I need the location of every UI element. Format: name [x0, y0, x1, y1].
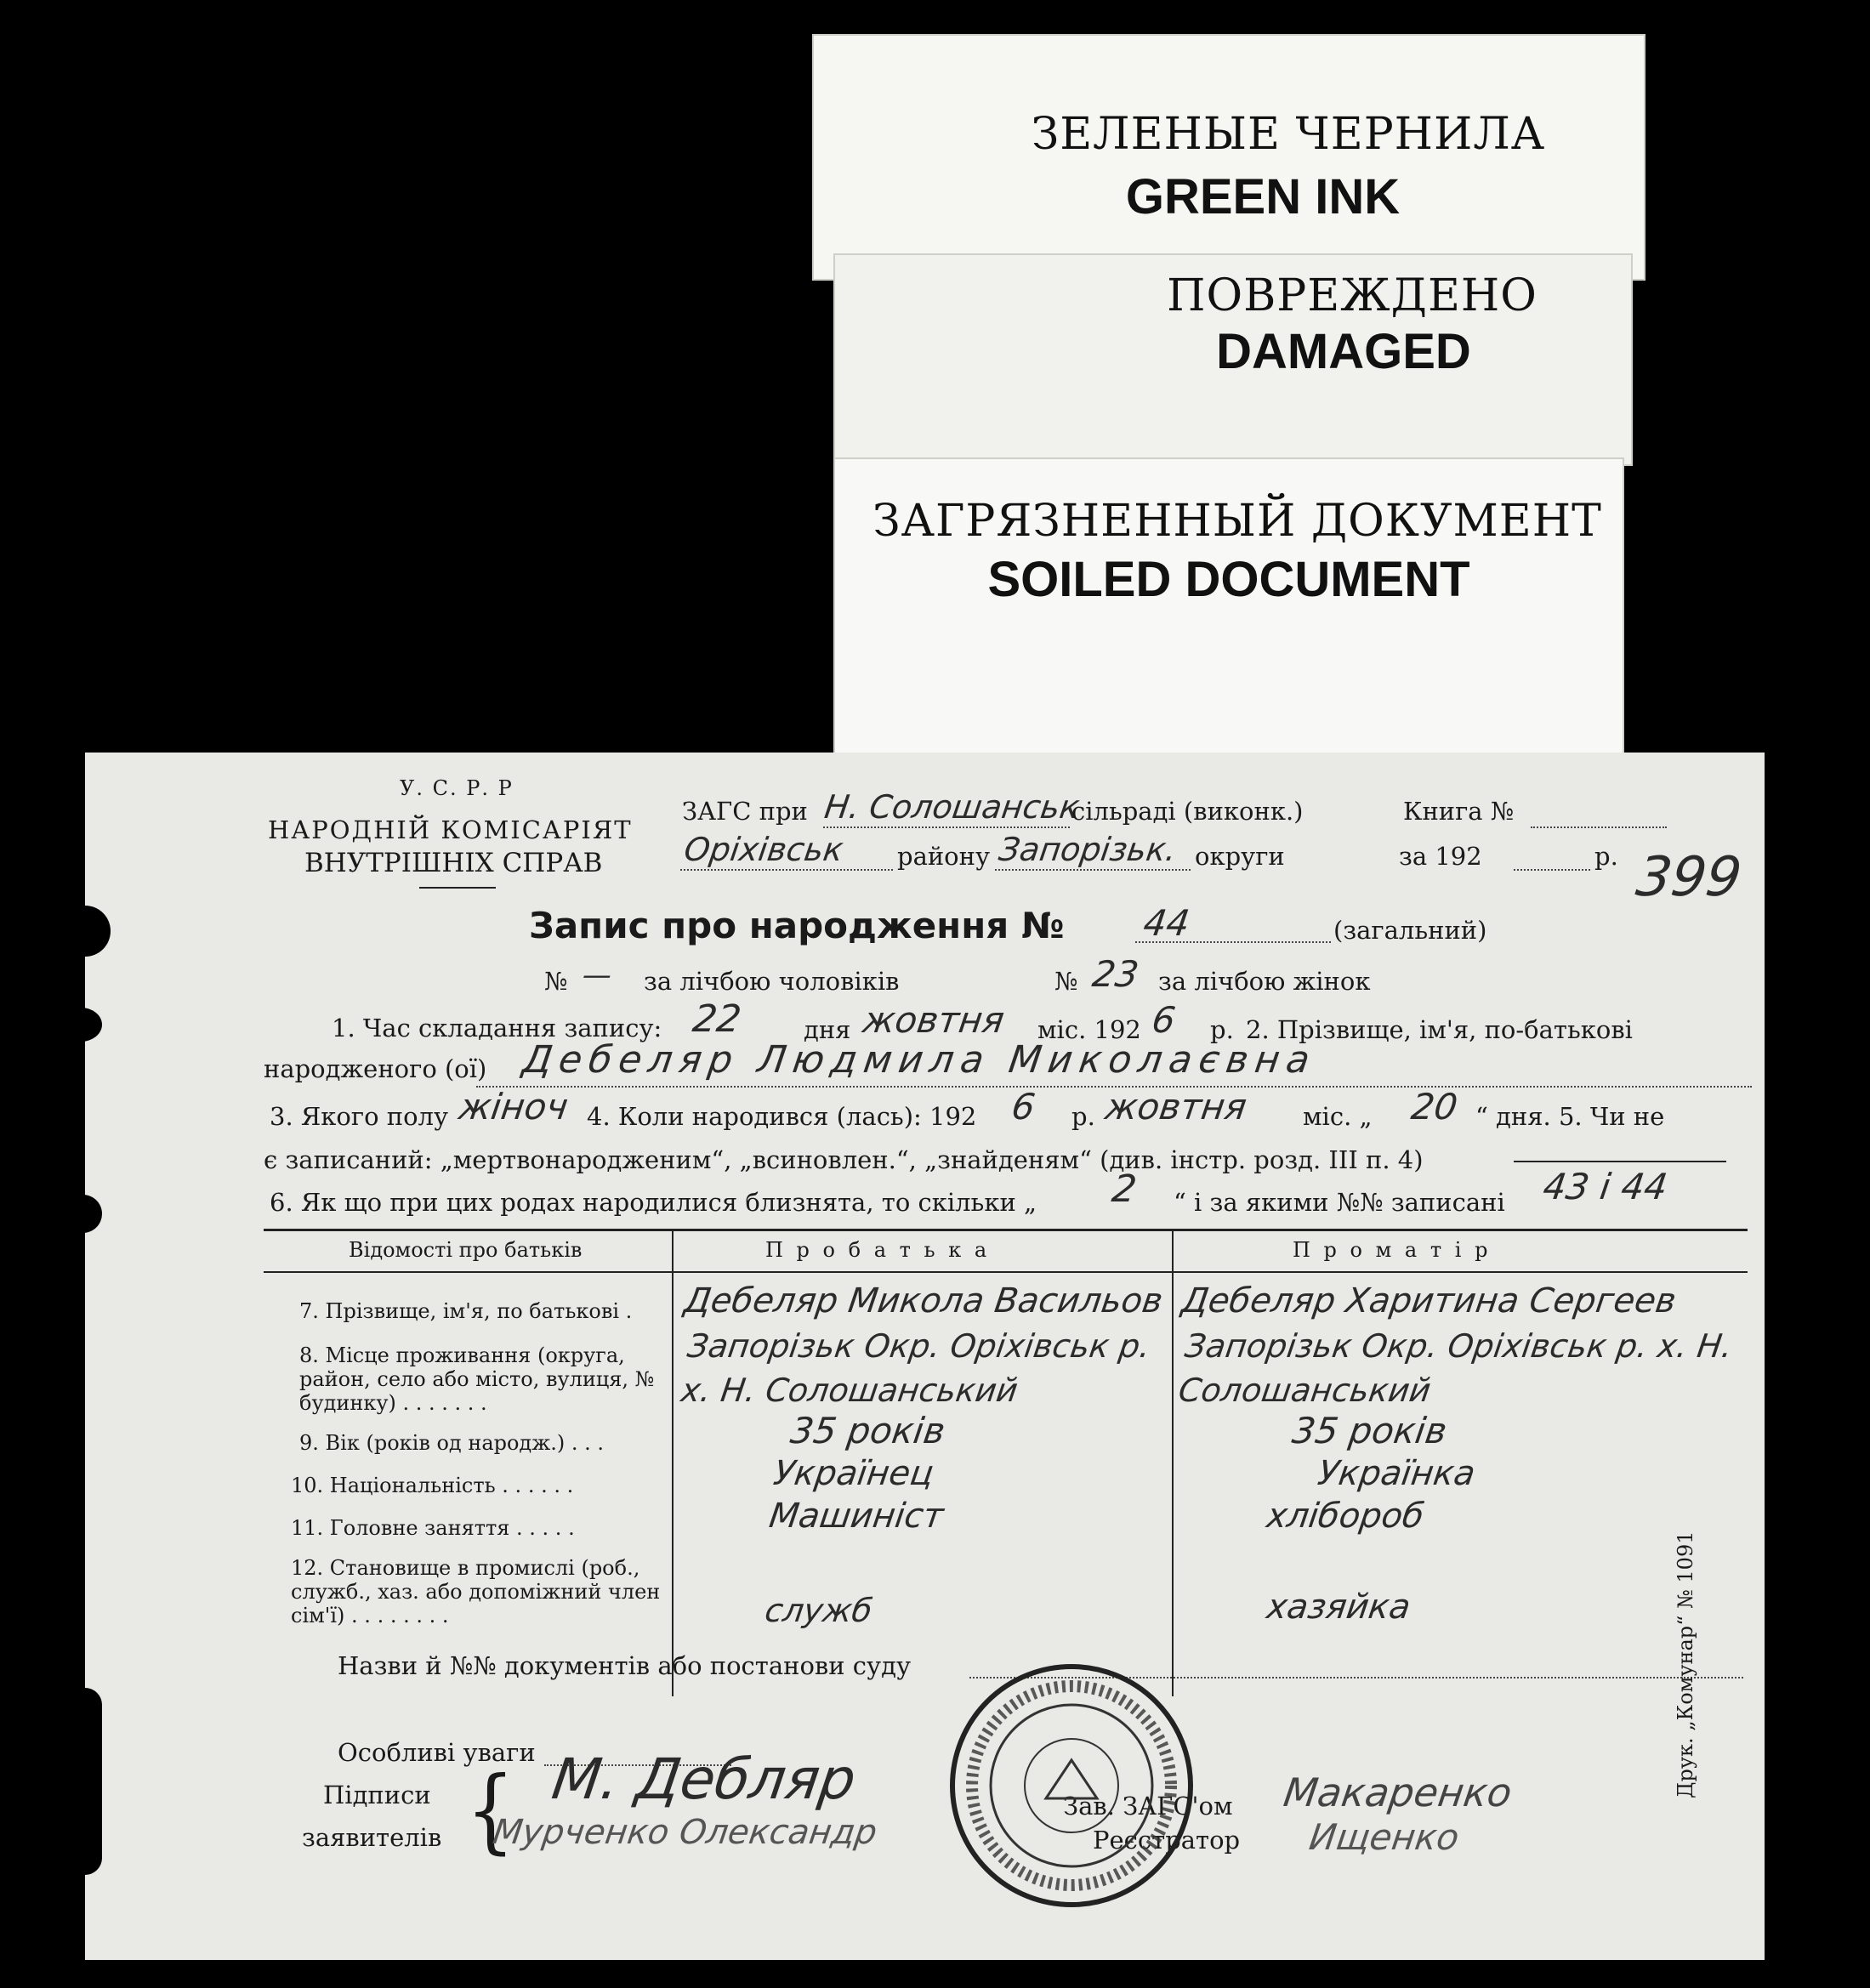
field-2-label: 2. Прізвище, ім'я, по-батькові [1246, 1015, 1633, 1044]
underline [1514, 869, 1590, 871]
women-label: за лічбою жінок [1158, 967, 1371, 996]
field-1-mis: міс. 192 [1037, 1015, 1141, 1044]
table-top-rule [264, 1229, 1748, 1231]
field-1-month: жовтня [860, 999, 1007, 1041]
divider [419, 887, 496, 889]
twins-numbers: 43 і 44 [1540, 1166, 1670, 1207]
row-label: 12. Становище в промислі (роб., служб., хаз. або допоміжний член сім'ї) . . . . . . . . [291, 1556, 661, 1627]
label-en: DAMAGED [1216, 324, 1471, 379]
signatures-label: Підписи [323, 1781, 431, 1809]
men-no-prefix: № [544, 967, 568, 996]
birth-year: 6 [1009, 1086, 1038, 1127]
col-header: Відомості про батьків [349, 1238, 583, 1262]
mother-nationality: Українка [1315, 1454, 1478, 1493]
field-4-r: р. [1071, 1102, 1095, 1131]
book-label: Книга № [1403, 797, 1515, 826]
field-1-r: р. [1210, 1015, 1234, 1044]
okruha-handwritten: Запорізьк. [996, 831, 1179, 868]
registrar-label: Реєстратор [1093, 1826, 1241, 1855]
zags-label: ЗАГС при [682, 797, 808, 826]
birth-month: жовтня [1102, 1086, 1249, 1127]
row-label: 10. Національність . . . . . . [291, 1474, 574, 1497]
documents-label: Назви й №№ документів або постанови суду [338, 1651, 912, 1680]
col-header: П р о б а т ь к а [765, 1238, 991, 1262]
label-ru: ЗАГРЯЗНЕННЫЙ ДОКУМЕНТ [872, 496, 1602, 547]
zags-head-signature: Макаренко [1281, 1769, 1515, 1815]
label-ru: ЗЕЛЕНЫЕ ЧЕРНИЛА [1031, 109, 1546, 160]
sex: жіноч [456, 1086, 571, 1127]
mother-age: 35 років [1289, 1410, 1450, 1451]
soiled-document-label [833, 457, 1624, 764]
row-label: 11. Головне заняття . . . . . [291, 1516, 575, 1540]
dash [1514, 1161, 1726, 1162]
usrr: У. С. Р. Р [400, 776, 514, 800]
label-en: GREEN INK [1125, 169, 1401, 224]
underline [1531, 826, 1667, 828]
women-no-prefix: № [1054, 967, 1078, 996]
underline [995, 869, 1191, 871]
damaged-label [833, 253, 1633, 466]
signatures-label: заявителів [302, 1823, 442, 1852]
table-column-rule [1172, 1229, 1174, 1696]
brace: { [466, 1757, 515, 1865]
general-label: (загальний) [1333, 916, 1487, 945]
row-label: 7. Прізвище, ім'я, по батькові . [299, 1299, 633, 1323]
row-label: 9. Вік (років од народж.) . . . [299, 1431, 605, 1455]
field-4-mis: міс. „ [1303, 1102, 1373, 1131]
father-residence: Запорізьк Окр. Оріхівськ р. х. Н. Солошанський [679, 1327, 1153, 1409]
green-ink-label [812, 34, 1645, 281]
round-seal [944, 1658, 1199, 1913]
mother-occupation: хлібороб [1264, 1497, 1427, 1536]
mother-name: Дебеляр Харитина Сергеев [1179, 1281, 1679, 1321]
archive-number: 399 [1632, 846, 1746, 909]
table-column-rule [672, 1229, 674, 1696]
applicant-signature: М. Дебляр [548, 1747, 861, 1812]
father-status: служб [762, 1592, 875, 1629]
label-en: SOILED DOCUMENT [987, 552, 1470, 607]
row-label: 8. Місце проживання (округа, район, село або місто, вулиця, № будинку) . . . . . . . [299, 1343, 655, 1415]
birth-day: 20 [1408, 1086, 1460, 1127]
zags-head-label: Зав. ЗАГС'ом [1063, 1792, 1233, 1820]
twins-count: 2 [1109, 1167, 1140, 1211]
field-3-label: 3. Якого полу [270, 1102, 449, 1131]
field-5-line: є записаний: „мертвонародженим“, „всиновлен.“, „знайденям“ (див. інстр. розд. III п. 4) [264, 1145, 1424, 1174]
silradi-label: сільраді (виконк.) [1071, 797, 1304, 826]
field-1-label: 1. Час складання запису: [332, 1014, 662, 1042]
father-nationality: Українец [770, 1454, 936, 1493]
field-4-tail: “ дня. 5. Чи не [1475, 1102, 1665, 1131]
men-label: за лічбою чоловіків [644, 967, 900, 996]
mother-residence: Запорізьк Окр. Оріхівськ р. х. Н. Солошанський [1176, 1327, 1735, 1409]
commissariat: ВНУТРІШНІХ СПРАВ [304, 848, 603, 878]
punch-hole [85, 1195, 102, 1233]
men-number: — [580, 958, 614, 992]
torn-edge [85, 1688, 102, 1875]
underline [823, 826, 1070, 828]
zags-handwritten: Н. Солошанськ [821, 788, 1083, 826]
record-number: 44 [1140, 902, 1192, 944]
field-2-prefix: народженого (ої) [264, 1054, 487, 1083]
raion-label: району [897, 842, 991, 871]
women-number: 23 [1089, 953, 1141, 995]
father-occupation: Машиніст [766, 1497, 946, 1536]
child-name: Дебеляр Людмила Миколаєвна [520, 1038, 1320, 1082]
field-6-mid: “ і за якими №№ записані [1174, 1188, 1505, 1217]
col-header: П р о м а т і р [1293, 1238, 1492, 1262]
year-r: р. [1594, 842, 1618, 871]
okruha-label: округи [1195, 842, 1285, 871]
label-ru: ПОВРЕЖДЕНО [1167, 270, 1537, 321]
commissariat: НАРОДНІЙ КОМІСАРІЯТ [268, 815, 633, 844]
raion-handwritten: Оріхівськ [681, 831, 846, 868]
printer-imprint: Друк. „Комунар“ № 1091 [1674, 1531, 1697, 1798]
father-age: 35 років [787, 1410, 948, 1451]
father-name: Дебеляр Микола Васильов [681, 1281, 1166, 1321]
notes-label: Особливі уваги [338, 1738, 536, 1767]
field-1-dnia: дня [804, 1015, 851, 1044]
registrar-signature: Ищенко [1306, 1816, 1462, 1858]
field-6-label: 6. Як що при цих родах народилися близнята, то скільки „ [270, 1188, 1037, 1217]
birth-record-form [85, 753, 1765, 1960]
mother-status: хазяйка [1264, 1588, 1413, 1627]
underline [680, 869, 893, 871]
table-header-rule [264, 1271, 1748, 1273]
field-4-label: 4. Коли народився (лась): 192 [587, 1102, 977, 1131]
punch-hole [85, 1008, 102, 1042]
applicant-signature: Мурченко Олександр [490, 1813, 880, 1852]
punch-hole [85, 906, 111, 957]
field-1-day: 22 [690, 997, 744, 1041]
record-title: Запис про народження № [529, 905, 1065, 946]
field-1-year: 6 [1149, 999, 1179, 1041]
year-label: за 192 [1399, 842, 1482, 871]
